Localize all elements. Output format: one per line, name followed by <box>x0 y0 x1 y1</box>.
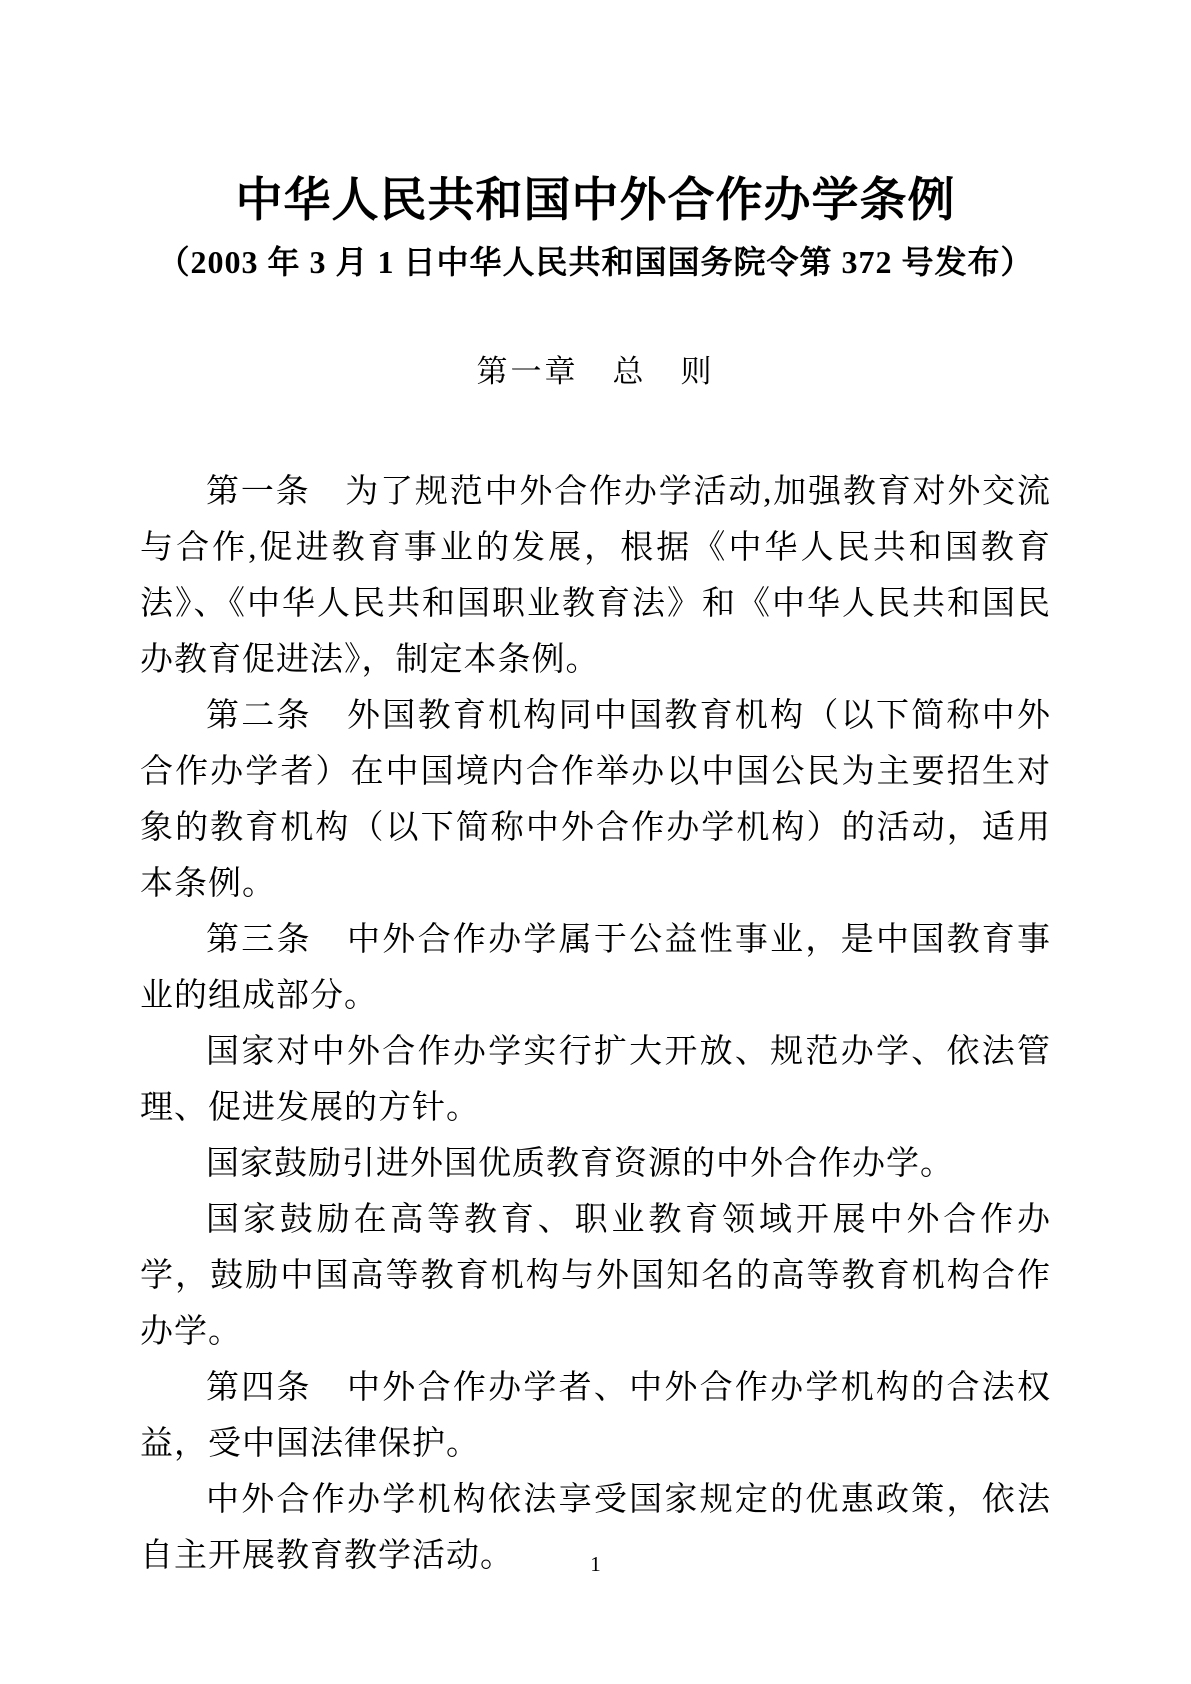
body-paragraph: 第四条 中外合作办学者、中外合作办学机构的合法权益，受中国法律保护。 <box>140 1370 1051 1462</box>
body-paragraph: 国家对中外合作办学实行扩大开放、规范办学、依法管理、促进发展的方针。 <box>140 1034 1051 1126</box>
page-title: 中华人民共和国中外合作办学条例 <box>235 175 956 227</box>
body-paragraph: 中外合作办学机构依法享受国家规定的优惠政策，依法自主开展教育教学活动。 <box>140 1482 1051 1574</box>
body-paragraph: 第一条 为了规范中外合作办学活动,加强教育对外交流与合作,促进教育事业的发展，根据《中华人民共和国教育法》、《中华人民共和国职业教育法》和《中华人民共和国民办教育促进法》，制定本条例。 <box>140 474 1051 678</box>
document-body <box>140 464 1051 1584</box>
chapter-heading: 第一章 总 则 <box>476 354 715 389</box>
publication-line: （2003 年 3 月 1 日中华人民共和国国务院令第 372 号发布） <box>157 244 1034 280</box>
page-number: 1 <box>590 1552 601 1576</box>
body-paragraph: 第二条 外国教育机构同中国教育机构（以下简称中外合作办学者）在中国境内合作举办以中国公民为主要招生对象的教育机构（以下简称中外合作办学机构）的活动，适用本条例。 <box>140 698 1051 902</box>
body-paragraph: 第三条 中外合作办学属于公益性事业，是中国教育事业的组成部分。 <box>140 922 1051 1014</box>
body-paragraph: 国家鼓励在高等教育、职业教育领域开展中外合作办学，鼓励中国高等教育机构与外国知名的高等教育机构合作办学。 <box>140 1202 1051 1350</box>
body-paragraph: 国家鼓励引进外国优质教育资源的中外合作办学。 <box>206 1146 954 1182</box>
